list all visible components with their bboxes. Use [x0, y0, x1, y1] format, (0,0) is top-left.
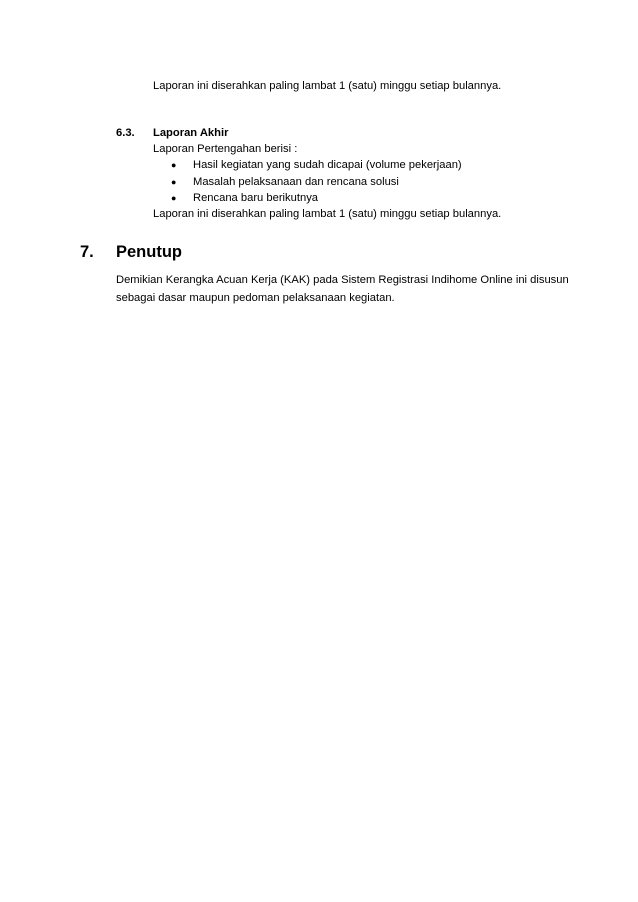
list-item: Rencana baru berikutnya — [193, 192, 319, 204]
submission-note: Laporan ini diserahkan paling lambat 1 (satu) minggu setiap bulannya. — [153, 208, 502, 220]
section-title: Laporan Akhir — [153, 127, 229, 139]
heading-title: Penutup — [116, 243, 182, 261]
bullet-icon: ● — [171, 193, 177, 203]
list-item: Masalah pelaksanaan dan rencana solusi — [193, 176, 399, 188]
closing-paragraph-line: sebagai dasar maupun pedoman pelaksanaan kegiatan. — [116, 292, 395, 304]
list-item: Hasil kegiatan yang sudah dicapai (volume pekerjaan) — [193, 159, 462, 171]
heading-number: 7. — [80, 243, 94, 261]
section-number: 6.3. — [116, 127, 135, 139]
bullet-icon: ● — [171, 160, 177, 170]
submission-note: Laporan ini diserahkan paling lambat 1 (satu) minggu setiap bulannya. — [153, 80, 502, 92]
closing-paragraph-line: Demikian Kerangka Acuan Kerja (KAK) pada Sistem Registrasi Indihome Online ini disusun — [116, 274, 569, 286]
section-intro: Laporan Pertengahan berisi : — [153, 143, 298, 155]
bullet-icon: ● — [171, 177, 177, 187]
